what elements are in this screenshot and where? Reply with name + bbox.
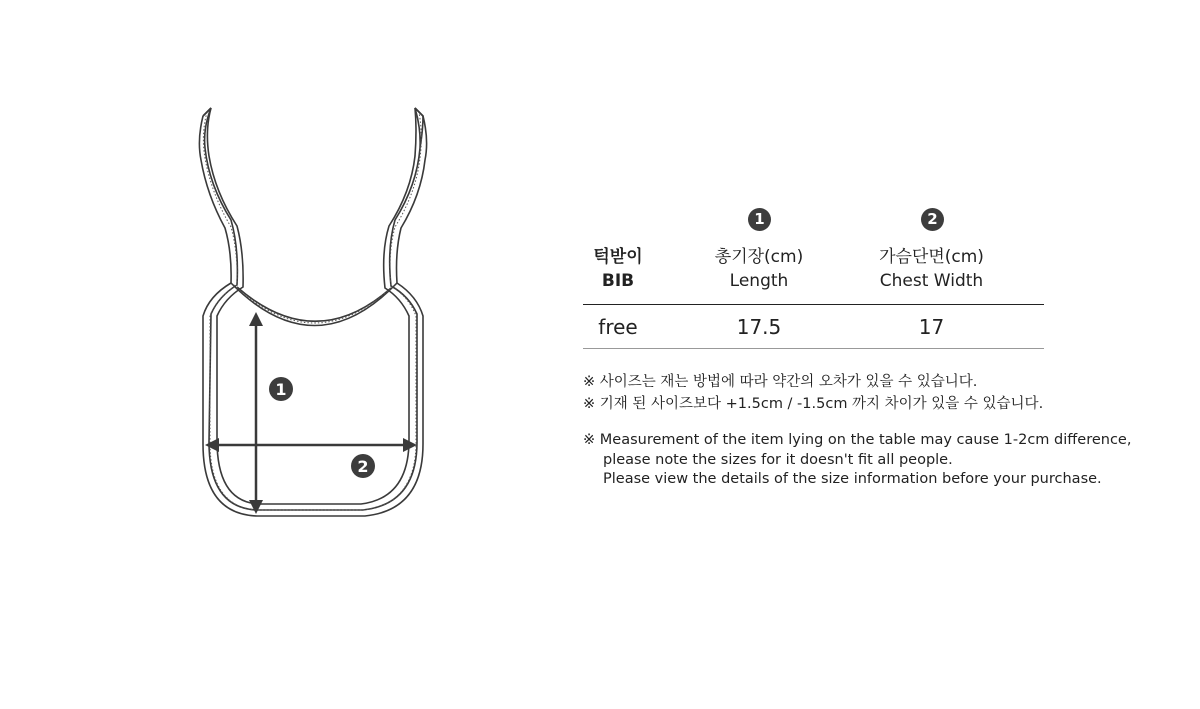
header-chest-width-ko: 가슴단면(cm)	[879, 247, 984, 267]
header-length-en: Length	[729, 271, 789, 291]
bib-neck-curve	[237, 287, 391, 321]
bib-outer-outline	[203, 108, 423, 510]
bib-outline-drawing	[195, 100, 435, 525]
header-length	[653, 245, 865, 293]
note-en-1: ※ Measurement of the item lying on the table may cause 1-2cm difference,	[583, 432, 1132, 448]
svg-text:1: 1	[275, 380, 287, 399]
length-arrow	[249, 312, 263, 514]
bib-diagram	[195, 100, 435, 525]
header-item-en: BIB	[601, 271, 635, 291]
note-ko-1: ※ 사이즈는 재는 방법에 따라 약간의 오차가 있을 수 있습니다.	[583, 374, 978, 390]
size-notes	[583, 371, 1183, 490]
svg-text:2: 2	[357, 457, 369, 476]
header-item-ko: 턱받이	[593, 247, 643, 267]
header-chest-width-en: Chest Width	[879, 271, 984, 291]
table-header-row	[583, 234, 1044, 305]
note-en-3: Please view the details of the size information before your purchase.	[603, 471, 1102, 487]
column-markers	[583, 208, 1044, 234]
header-length-ko: 총기장(cm)	[714, 247, 804, 267]
length-column-marker: 1	[748, 208, 771, 231]
chest-width-column-marker: 2	[921, 208, 944, 231]
header-chest-width	[865, 245, 998, 293]
header-item	[583, 245, 653, 293]
note-en-2: please note the sizes for it doesn't fit all people.	[603, 451, 953, 468]
marker-1	[269, 377, 293, 401]
size-table	[583, 208, 1044, 349]
note-ko-2: ※ 기재 된 사이즈보다 +1.5cm / -1.5cm 까지 차이가 있을 수 있습니다.	[583, 396, 1044, 412]
length-value: 17.5	[736, 314, 782, 339]
table-row	[583, 305, 1044, 349]
chest-width-value: 17	[918, 314, 945, 339]
marker-2	[351, 454, 375, 478]
size-value: free	[598, 314, 638, 339]
chest-width-arrow	[205, 438, 417, 452]
